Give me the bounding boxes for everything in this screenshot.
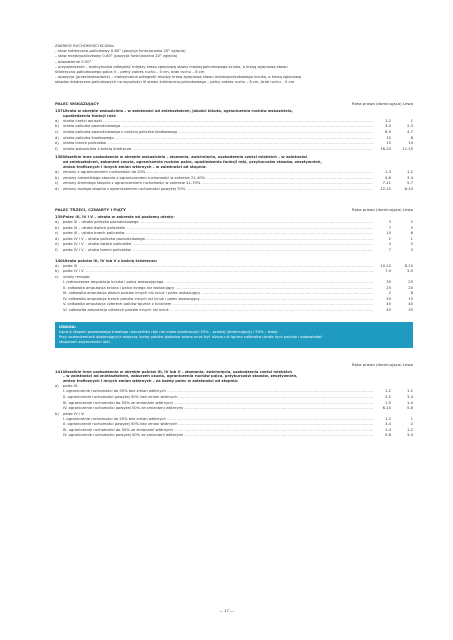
row-description: utrata części opuszki ..... xyxy=(63,119,373,124)
row-letter: d) xyxy=(55,187,59,192)
row-description: palec IV i V ..... xyxy=(63,269,373,274)
value-right-hand: 15 xyxy=(386,141,391,146)
value-right-hand: 3-5 xyxy=(384,124,391,129)
value-left-hand: 3-4 xyxy=(406,433,413,438)
value-right-hand: 6-10 xyxy=(382,406,391,411)
row-description: palec IV i V – utrata paliczka paznokciowego ..... xyxy=(63,237,373,242)
item-title-line: upośledzenia funkcji ręki: xyxy=(63,113,117,118)
row-description: IV. ograniczenie ruchomości powyżej 50% ze zmianami wtórnymi ..... xyxy=(63,406,373,411)
value-right-hand: 10 xyxy=(386,231,391,236)
item-title xyxy=(55,215,413,220)
value-left-hand: 2 xyxy=(410,219,413,224)
row-description: I. ograniczenie ruchomości do 50% bez zmian wtórnych ..... xyxy=(63,417,373,422)
value-left-hand: 1 xyxy=(410,416,413,421)
value-left-hand: 10 xyxy=(408,141,413,146)
row-letter: c) xyxy=(55,181,59,186)
sub-label-text: utraty mnogie: xyxy=(63,275,91,280)
item-number: 137. xyxy=(55,108,65,113)
value-right-hand: 1-2 xyxy=(384,416,391,421)
section-title: PALEC WSKAZUJĄCY xyxy=(55,100,100,106)
value-left-hand: 11-15 xyxy=(402,146,413,151)
item-number: 141. xyxy=(55,369,65,374)
row-description: II. ograniczenie ruchomości powyżej 50% bez zmian wtórnych ..... xyxy=(63,395,373,400)
value-right-hand: 7 xyxy=(388,225,391,230)
value-left-hand: 35 xyxy=(408,307,413,312)
item-rows xyxy=(55,170,413,192)
item-title xyxy=(55,259,413,264)
row-description: III. ograniczenie ruchomości do 50% ze zmianami wtórnymi ..... xyxy=(63,401,373,406)
value-right-hand: 7 xyxy=(388,247,391,252)
value-right-hand: 12-15 xyxy=(380,187,391,192)
thumb-range-line: – staw śródręczno-paliczkowy 0-60° (pozycja funkcjonalna 20° zgięcia) xyxy=(55,49,186,54)
value-left-hand: 40 xyxy=(408,302,413,307)
item-subrows xyxy=(55,417,413,439)
value-left-hand: 8-10 xyxy=(404,187,413,192)
value-right-hand: 4-6 xyxy=(384,175,391,180)
value-right-hand: 5-8 xyxy=(384,433,391,438)
item-137 xyxy=(55,109,413,153)
value-left-hand: 5-8 xyxy=(406,406,413,411)
row-description: III. ograniczenie ruchomości do 50% ze zmianami wtórnymi ..... xyxy=(63,428,373,433)
value-right-hand: 25 xyxy=(386,285,391,290)
item-rows xyxy=(55,264,413,275)
row-description: zmiany dużego stopnia z ograniczeniem ruchomości powyżej 70% ..... xyxy=(63,187,373,192)
item-140 xyxy=(55,259,413,314)
value-right-hand: 35 xyxy=(386,280,391,285)
section-title: PALEC TRZECI, CZWARTY I PIĄTY xyxy=(55,206,126,212)
thumb-range-title: ZAKRESY RUCHOMOŚCI KCIUKA: xyxy=(55,44,115,48)
value-left-hand: 8-10 xyxy=(404,263,413,268)
row-description: palec III – utrata paliczka paznokciowego ..... xyxy=(63,220,373,225)
row-letter: f) xyxy=(55,146,58,151)
row-description: zmiany niewielkiego stopnia z ograniczeniem ruchomości w zakresie 21-40% ..... xyxy=(63,176,373,181)
item-title-line: zmian troficznych i innych zmian wtórnych – w zależności od stopnia: xyxy=(63,164,207,169)
value-left-hand: 8 xyxy=(410,231,413,236)
value-left-hand: 20 xyxy=(408,285,413,290)
notice-line: stopniowi użyteczności ręki. xyxy=(59,339,111,344)
item-139 xyxy=(55,215,413,254)
value-right-hand: 3-5 xyxy=(384,394,391,399)
value-right-hand: 1-2 xyxy=(384,389,391,394)
value-right-hand: 2 xyxy=(388,291,391,296)
value-left-hand: 1-2 xyxy=(406,427,413,432)
section-header-repeat xyxy=(55,362,413,367)
row-letter: f) xyxy=(55,247,58,252)
value-right-hand: 16-20 xyxy=(380,146,391,151)
thumb-range-section xyxy=(55,44,413,85)
value-left-hand: 3-5 xyxy=(406,269,413,274)
row-description: utrata trzech paliczków ..... xyxy=(63,141,373,146)
section-header-index-finger xyxy=(55,101,413,106)
table-row xyxy=(55,433,413,439)
notice-line: Przy uszkodzeniach obejmujących większą liczbę palców globalna ocena musi być niższa niż łączna całkowita utrata tych palców i odpowiadać xyxy=(59,335,323,340)
column-headers: Ręka prawa (dominująca) Lewa xyxy=(351,206,413,212)
value-left-hand: 3-4 xyxy=(406,175,413,180)
page-number: — 17 — xyxy=(219,608,234,613)
value-right-hand: 1-3 xyxy=(384,170,391,175)
row-letter: e) xyxy=(55,141,59,146)
table-row xyxy=(55,248,413,254)
item-number: 140. xyxy=(55,258,65,263)
item-number: 138. xyxy=(55,155,65,160)
value-right-hand: 3 xyxy=(388,219,391,224)
row-description: utrata paliczka paznokciowego ..... xyxy=(63,124,373,129)
sub-label-text: palec IV i V: xyxy=(63,411,85,416)
row-description: II. ograniczenie ruchomości powyżej 50% bez zmian wtórnych ..... xyxy=(63,422,373,427)
value-left-hand: 1-4 xyxy=(406,400,413,405)
row-description: palec III – utrata trzech paliczków ..... xyxy=(63,231,373,236)
value-left-hand: 3-4 xyxy=(406,394,413,399)
value-left-hand: 5-7 xyxy=(406,181,413,186)
sub-label-text: palec III: xyxy=(63,384,79,389)
row-description: palec III – utrata dwóch paliczków ..... xyxy=(63,226,373,231)
value-right-hand: 6-9 xyxy=(384,130,391,135)
row-letter: b) xyxy=(55,269,59,274)
row-letter: e) xyxy=(55,242,59,247)
row-description: zmiany z ograniczeniem ruchomości do 20% ..... xyxy=(63,170,373,175)
row-letter: d) xyxy=(55,135,59,140)
row-letter: b) xyxy=(55,124,59,129)
value-left-hand: 2 xyxy=(410,242,413,247)
value-right-hand: 7-11 xyxy=(382,181,391,186)
sub-label: c) utraty mnogie: xyxy=(55,275,91,280)
item-138 xyxy=(55,155,413,192)
sub-label: b) palec IV i V: xyxy=(55,411,85,416)
value-left-hand: 8 xyxy=(410,291,413,296)
value-left-hand: 1 xyxy=(410,118,413,123)
row-description: I. jednoczesna amputacja kciuka i palca wskazującego ..... xyxy=(63,280,373,285)
section-header-other-fingers xyxy=(55,207,413,212)
row-description: palec III ..... xyxy=(63,264,373,269)
row-letter: a) xyxy=(55,170,59,175)
row-description: V. całkowita amputacja czterech palców łącznie z kciukiem ..... xyxy=(63,302,373,307)
value-left-hand: 15 xyxy=(408,296,413,301)
row-letter: c) xyxy=(55,130,59,135)
column-headers: Ręka prawa (dominująca) Lewa xyxy=(351,361,413,367)
thumb-range-line: – odwodzenie 0-50° xyxy=(55,59,92,64)
item-title-line: zmian troficznych i innych zmian wtórnych – za każdy palec w zależności od stopnia: xyxy=(63,378,239,383)
row-description: palec IV i V – utrata trzech paliczków ..... xyxy=(63,248,373,253)
value-right-hand: 45 xyxy=(386,302,391,307)
thumb-range-line: stawów śródręczno-paliczkowych na wysokości III stawu śródręczno-paliczkowego – pełny zakres ruchu – 8 cm, brak ruchu – 0 cm xyxy=(55,80,295,85)
thumb-range-line: – opozycja (przeciwstawianie) – maksymalna odległość między kresą zgięciową stawu międzypaliczkowego kciuka, a kresą zgięciową xyxy=(55,74,302,79)
thumb-range-line: – staw międzypaliczkowy 0-80° (pozycja funkcjonalna 20° zgięcia) xyxy=(55,54,178,59)
row-description: I. ograniczenie ruchomości do 50% bez zmian wtórnych ..... xyxy=(63,389,373,394)
row-description: IV. ograniczenie ruchomości powyżej 50% ze zmianami wtórnymi ..... xyxy=(63,433,373,438)
row-letter: c) xyxy=(55,231,59,236)
table-row xyxy=(55,308,413,314)
value-right-hand: 10-12 xyxy=(380,263,391,268)
value-left-hand: 8 xyxy=(410,135,413,140)
item-rows xyxy=(55,119,413,153)
item-title-line: Palec III, IV i V – utrata w zakresie od poziomu utraty: xyxy=(63,214,175,219)
row-description: III. całkowita amputacja dwóch palców innych niż kciuk i palec wskazujący ..... xyxy=(63,291,373,296)
item-subrows xyxy=(55,280,413,314)
row-description: utrata paliczka paznokciowego z częścią paliczka środkowego ..... xyxy=(63,130,373,135)
row-description: utrata wskaziciela z kością śródręcza ..... xyxy=(63,147,373,152)
item-title-line: – w zależności od zniekształceń, zaburzeń czucia, ograniczenia ruchów palca, przykurczów stawów, zesztywnień, xyxy=(63,374,298,379)
sub-label: a) palec III: xyxy=(55,384,79,389)
row-description: utrata paliczka środkowego ..... xyxy=(63,136,373,141)
item-title-line: od zniekształceń, zaburzeń czucia, ograniczenia ruchów palca, upośledzenia funkcji ręki, przykurczów stawów, zesztywnień, xyxy=(63,160,322,165)
item-title xyxy=(55,155,413,169)
item-title xyxy=(55,370,413,384)
item-number: 139. xyxy=(55,214,65,219)
item-subrows xyxy=(55,389,413,411)
value-right-hand: 2 xyxy=(388,236,391,241)
item-title-line: Utrata w obrębie wskaziciela – w zależności od zniekształceń, jakości kikuta, ograniczenia ruchów wskaziciela, xyxy=(63,108,293,113)
notice-title: UWAGA: xyxy=(59,324,77,329)
row-description: VI. całkowita amputacja czterech palców innych niż kciuk ..... xyxy=(63,308,373,313)
notice-line: Łączny stopień powstawego trwałego uszczerbku ręki nie może przekroczyć 55% – prawej (dominującej) i 50% – lewej. xyxy=(59,330,279,335)
table-row xyxy=(55,187,413,193)
value-right-hand: 1-2 xyxy=(384,118,391,123)
value-right-hand: 1-5 xyxy=(384,400,391,405)
notice-box xyxy=(55,322,413,348)
value-right-hand: 3-4 xyxy=(384,422,391,427)
value-right-hand: 20 xyxy=(386,296,391,301)
value-left-hand: 4-7 xyxy=(406,130,413,135)
item-title-line: Wszelkie inne uszkodzenia w obrębie wskaziciela – złamania, zwichnięcia, uszkodzenia części miękkich – w zależności xyxy=(63,155,308,160)
row-letter: a) xyxy=(55,118,59,123)
column-headers: Ręka prawa (dominująca) Lewa xyxy=(351,100,413,106)
thumb-range-line: śródręczno-paliczkowego palca V – pełny zakres ruchu – 0 cm, brak ruchu – 8 cm xyxy=(55,69,205,74)
value-left-hand: 25 xyxy=(408,280,413,285)
item-title-line: Wszelkie inne uszkodzenia w obrębie palców III, IV lub V – złamania, zwichnięcia, uszkodzenia części miękkich xyxy=(63,369,293,374)
item-title-line: Utrata palców III, IV lub V z kością śródręcza: xyxy=(63,258,158,263)
value-right-hand: 40 xyxy=(386,307,391,312)
table-row xyxy=(55,147,413,153)
row-letter: a) xyxy=(55,219,59,224)
row-letter: b) xyxy=(55,225,59,230)
row-description: zmiany średniego stopnia z ograniczeniem ruchomości w zakresie 41-70% ..... xyxy=(63,181,373,186)
item-141 xyxy=(55,370,413,440)
value-left-hand: 3 xyxy=(410,247,413,252)
value-left-hand: 1-2 xyxy=(406,170,413,175)
value-right-hand: 4 xyxy=(388,242,391,247)
value-left-hand: 2-3 xyxy=(406,124,413,129)
value-left-hand: 1-2 xyxy=(406,389,413,394)
value-left-hand: 2 xyxy=(410,422,413,427)
row-letter: a) xyxy=(55,263,59,268)
row-description: palec IV i V – utrata dwóch paliczków ..... xyxy=(63,242,373,247)
row-letter: d) xyxy=(55,236,59,241)
value-right-hand: 10 xyxy=(386,135,391,140)
thumb-range-line: – przywiedzenie – maksymalna odległość między kresą zgięciową stawu międzypaliczkowego kciuka, a kresą zgięciową stawu xyxy=(55,64,288,69)
value-left-hand: 5 xyxy=(410,225,413,230)
value-right-hand: 1-4 xyxy=(384,427,391,432)
item-rows xyxy=(55,220,413,254)
value-left-hand: 1 xyxy=(410,236,413,241)
row-description: IV. całkowita amputacja trzech palców innych niż kciuk i palec wskazujący ..... xyxy=(63,297,373,302)
item-title xyxy=(55,109,413,118)
value-right-hand: 7-9 xyxy=(384,269,391,274)
row-description: II. całkowita amputacja kciuka i palca innego niż wskazujący ..... xyxy=(63,286,373,291)
row-letter: b) xyxy=(55,175,59,180)
